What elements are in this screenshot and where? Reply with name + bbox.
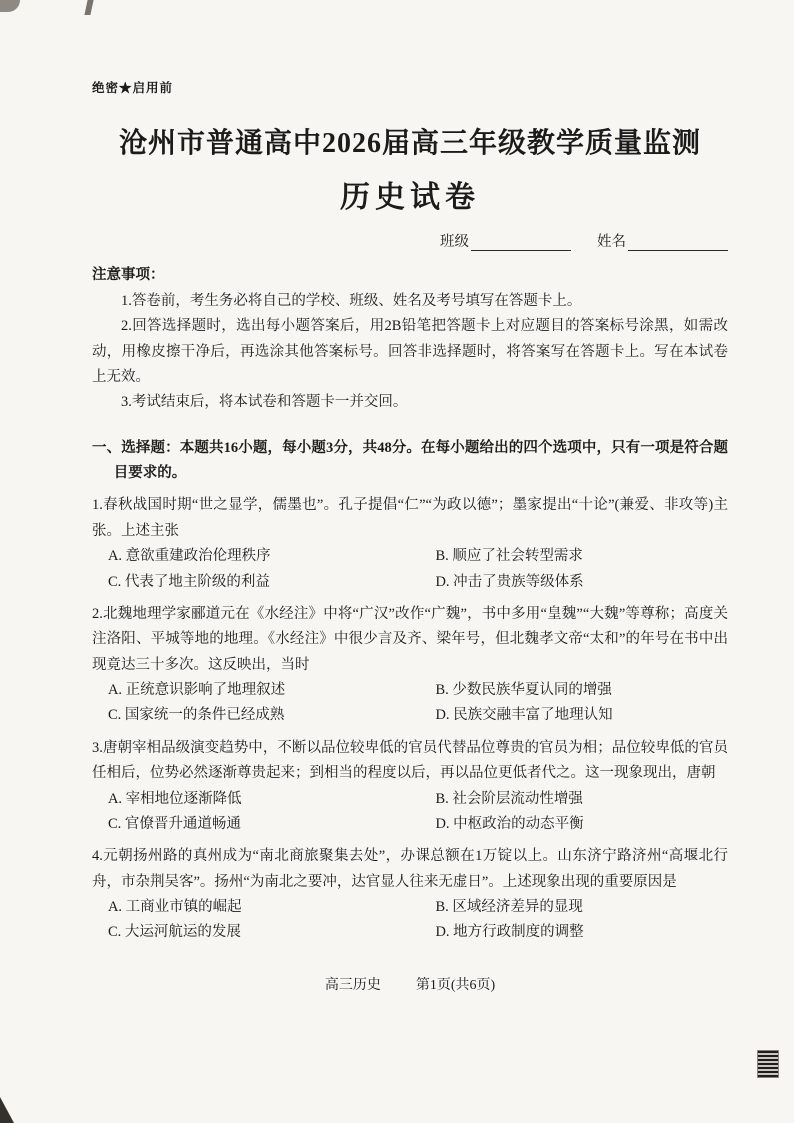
section-one-heading: 一、选择题：本题共16小题，每小题3分，共48分。在每小题给出的四个选项中，只有一项是符合题目要求的。	[92, 439, 728, 482]
question-2-stem: 2.北魏地理学家郦道元在《水经注》中将“广汉”改作“广魏”，书中多用“皇魏”“大魏”等尊称；高度关注洛阳、平城等地的地理。《水经注》中很少言及齐、梁年号，但北魏孝文帝“太和”的年号在书中出现竟达三十多次。这反映出，当时	[92, 605, 728, 673]
question-2-option-d: D. 民族交融丰富了地理认知	[435, 707, 613, 724]
question-2-options-row-1	[92, 678, 728, 703]
notice-heading: 注意事项：	[92, 267, 165, 284]
question-1	[92, 493, 728, 595]
name-field	[597, 230, 728, 251]
question-3-option-d: D. 中枢政治的动态平衡	[435, 815, 584, 832]
footer-page-number: 第1页(共6页)	[415, 977, 496, 993]
question-4-options-row-1	[92, 895, 728, 920]
question-3-stem: 3.唐朝宰相品级演变趋势中，不断以品位较卑低的官员代替品位尊贵的官员为相；品位较卑低的官员任相后，位势必然逐渐尊贵起来；到相当的程度以后，再以品位更低者代之。这一现象现出，唐朝	[92, 739, 728, 782]
question-4	[92, 844, 728, 946]
question-3-option-a: A. 宰相地位逐渐降低	[107, 790, 242, 807]
question-2	[92, 602, 728, 729]
question-4-options-row-2	[92, 920, 728, 945]
question-4-option-d: D. 地方行政制度的调整	[435, 924, 584, 941]
question-1-option-c: C. 代表了地主阶级的利益	[107, 573, 270, 590]
exam-subtitle: 历史试卷	[340, 181, 480, 215]
question-1-option-d: D. 冲击了贵族等级体系	[435, 573, 584, 590]
name-blank-line	[628, 236, 728, 251]
question-3-options-row-2	[92, 812, 728, 837]
question-2-option-a: A. 正统意识影响了地理叙述	[107, 682, 286, 699]
question-3	[92, 736, 728, 838]
notice-section	[92, 263, 728, 415]
footer-course-label: 高三历史	[324, 977, 381, 993]
question-2-option-b: B. 少数民族华夏认同的增强	[435, 682, 612, 699]
barcode-mark	[758, 1051, 778, 1077]
student-info-row	[92, 230, 728, 251]
question-3-option-b: B. 社会阶层流动性增强	[435, 790, 583, 807]
class-blank-line	[471, 236, 571, 251]
question-3-options-row-1	[92, 787, 728, 812]
name-label: 姓名	[597, 234, 626, 251]
class-field	[440, 230, 571, 251]
question-2-option-c: C. 国家统一的条件已经成熟	[107, 707, 285, 724]
class-label: 班级	[440, 234, 469, 251]
notice-item-2: 2.回答选择题时，选出每小题答案后，用2B铅笔把答题卡上对应题目的答案标号涂黑，如需改动，用橡皮擦干净后，再选涂其他答案标号。回答非选择题时，将答案写在答题卡上。写在本试卷上无效。	[92, 318, 728, 385]
classification-label: 绝密★启用前	[92, 81, 174, 95]
question-3-option-c: C. 官僚晋升通道畅通	[107, 815, 241, 832]
question-4-stem: 4.元朝扬州路的真州成为“南北商旅聚集去处”，办课总额在1万锭以上。山东济宁路济州“高堰北行舟，市杂荆吴客”。扬州“为南北之要冲，达官显人往来无虚日”。上述现象出现的重要原因是	[92, 848, 728, 890]
question-4-option-b: B. 区域经济差异的显现	[435, 899, 583, 916]
question-1-options-row-2	[92, 570, 728, 595]
question-2-options-row-2	[92, 703, 728, 728]
question-1-option-b: B. 顺应了社会转型需求	[435, 548, 583, 565]
question-4-option-a: A. 工商业市镇的崛起	[107, 899, 242, 916]
question-1-options-row-1	[92, 544, 728, 569]
notice-item-3: 3.考试结束后，将本试卷和答题卡一并交回。	[121, 394, 408, 411]
question-1-stem: 1.春秋战国时期“世之显学，儒墨也”。孔子提倡“仁”“为政以德”；墨家提出“十论”(兼爱、非攻等)主张。上述主张	[92, 497, 728, 539]
question-1-option-a: A. 意欲重建政治伦理秩序	[107, 548, 271, 565]
page-footer	[92, 974, 728, 994]
notice-item-1: 1.答卷前，考生务必将自己的学校、班级、姓名及考号填写在答题卡上。	[121, 292, 582, 309]
exam-title: 沧州市普通高中2026届高三年级教学质量监测	[118, 128, 701, 159]
question-4-option-c: C. 大运河航运的发展	[107, 924, 241, 941]
